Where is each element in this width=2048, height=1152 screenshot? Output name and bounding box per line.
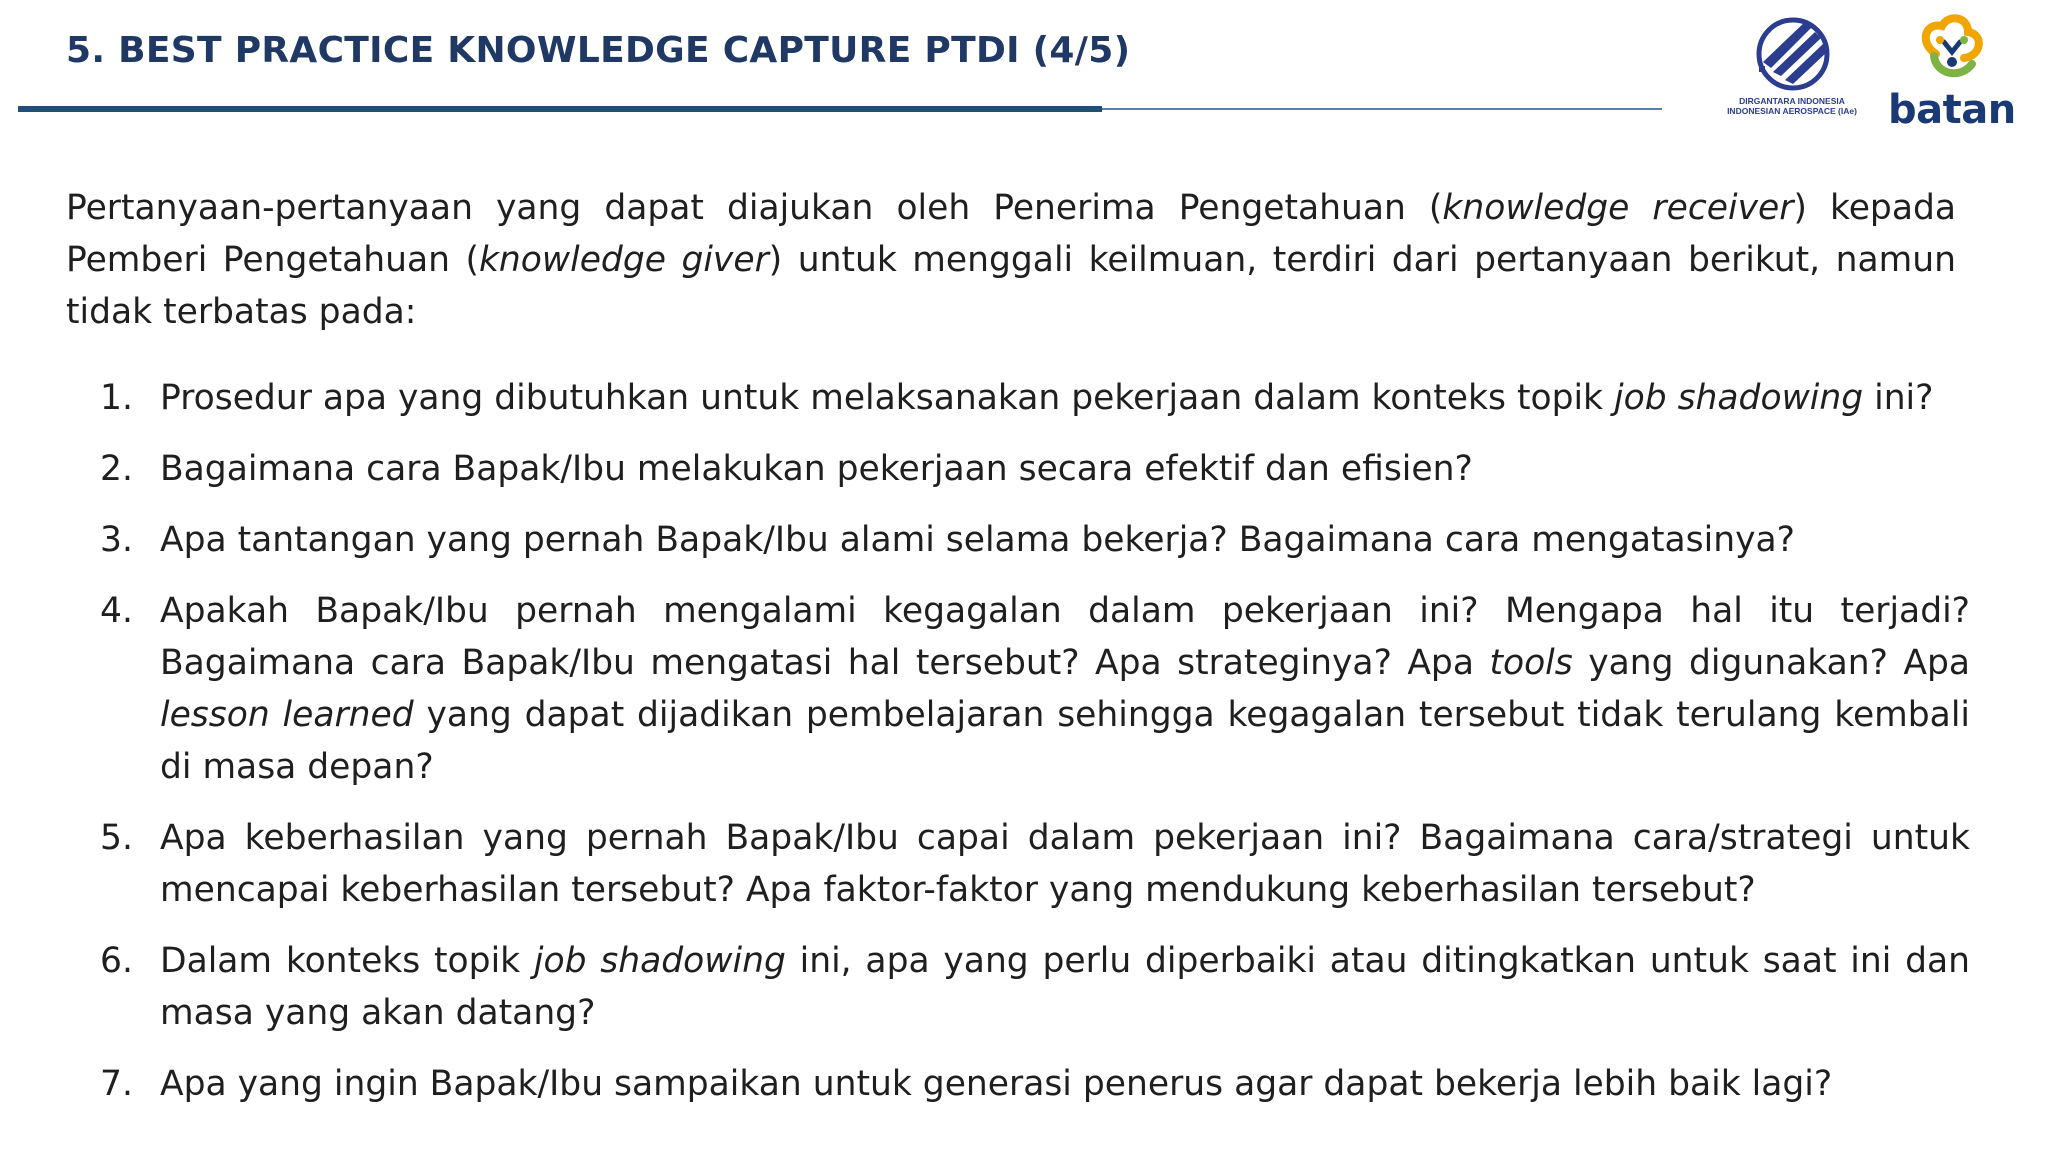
question-text: Bagaimana cara Bapak/Ibu melakukan pekerjaan secara efektif dan efisien? bbox=[160, 449, 1473, 489]
iae-emblem-icon bbox=[1749, 14, 1835, 96]
question-text: Apa yang ingin Bapak/Ibu sampaikan untuk generasi penerus agar dapat bekerja lebih baik lagi? bbox=[160, 1064, 1833, 1104]
intro-text-2: ) kepada Pemberi Pengetahuan ( bbox=[66, 188, 1956, 280]
intro-paragraph bbox=[66, 182, 1956, 338]
question-text: ini, apa yang perlu diperbaiki atau ditingkatkan untuk saat ini dan masa yang akan datang? bbox=[160, 941, 1970, 1033]
question-em: tools bbox=[1489, 643, 1573, 683]
question-text: Apa keberhasilan yang pernah Bapak/Ibu capai dalam pekerjaan ini? Bagaimana cara/strategi untuk mencapai keberhasilan tersebut? Apa faktor-faktor yang mendukung keberhasilan tersebut? bbox=[160, 818, 1970, 910]
question-text: ini? bbox=[1863, 378, 1934, 418]
question-item-5 bbox=[0, 812, 1970, 916]
question-number: 2. bbox=[100, 449, 133, 489]
question-number: 4. bbox=[100, 591, 133, 631]
batan-wordmark: batan bbox=[1888, 87, 2016, 133]
question-item-4 bbox=[0, 585, 1970, 793]
question-list bbox=[0, 372, 2048, 1129]
intro-em-2: knowledge giver bbox=[478, 240, 769, 280]
question-number: 1. bbox=[100, 378, 133, 418]
question-item-7 bbox=[0, 1058, 1970, 1110]
iae-logo-line1: DIRGANTARA INDONESIA bbox=[1739, 96, 1845, 106]
slide-title: 5. BEST PRACTICE KNOWLEDGE CAPTURE PTDI (4/5) bbox=[66, 30, 1131, 71]
iae-logo-line2: INDONESIAN AEROSPACE (IAe) bbox=[1727, 106, 1857, 116]
batan-emblem-icon bbox=[1888, 12, 2012, 90]
question-number: 6. bbox=[100, 941, 133, 981]
question-text: Prosedur apa yang dibutuhkan untuk melaksanakan pekerjaan dalam konteks topik bbox=[160, 378, 1615, 418]
question-number: 7. bbox=[100, 1064, 133, 1104]
question-item-6 bbox=[0, 935, 1970, 1039]
title-underline-thick bbox=[18, 106, 1102, 112]
question-text: yang dapat dijadikan pembelajaran sehingga kegagalan tersebut tidak terulang kembali di masa depan? bbox=[160, 695, 1970, 787]
question-em: lesson learned bbox=[160, 695, 414, 735]
intro-em-1: knowledge receiver bbox=[1442, 188, 1794, 228]
question-em: job shadowing bbox=[1614, 378, 1864, 418]
question-item-2 bbox=[0, 443, 1970, 495]
iae-logo bbox=[1718, 14, 1866, 124]
question-em: job shadowing bbox=[533, 941, 786, 981]
title-underline-thin bbox=[1102, 108, 1662, 110]
question-item-1 bbox=[0, 372, 1970, 424]
question-text: Apakah Bapak/Ibu pernah mengalami kegagalan dalam pekerjaan ini? Mengapa hal itu terjadi? Bagaimana cara Bapak/Ibu mengatasi hal tersebut? Apa strateginya? Apa bbox=[160, 591, 1970, 683]
question-text: Dalam konteks topik bbox=[160, 941, 534, 981]
question-text: Apa tantangan yang pernah Bapak/Ibu alami selama bekerja? Bagaimana cara mengatasinya? bbox=[160, 520, 1795, 560]
intro-text-1: Pertanyaan-pertanyaan yang dapat diajukan oleh Penerima Pengetahuan ( bbox=[66, 188, 1443, 228]
question-number: 5. bbox=[100, 818, 133, 858]
question-item-3 bbox=[0, 514, 1970, 566]
question-number: 3. bbox=[100, 520, 133, 560]
batan-logo bbox=[1888, 12, 2016, 133]
question-text: yang digunakan? Apa bbox=[1572, 643, 1971, 683]
intro-text-3: ) untuk menggali keilmuan, terdiri dari pertanyaan berikut, namun tidak terbatas pada: bbox=[66, 240, 1956, 332]
